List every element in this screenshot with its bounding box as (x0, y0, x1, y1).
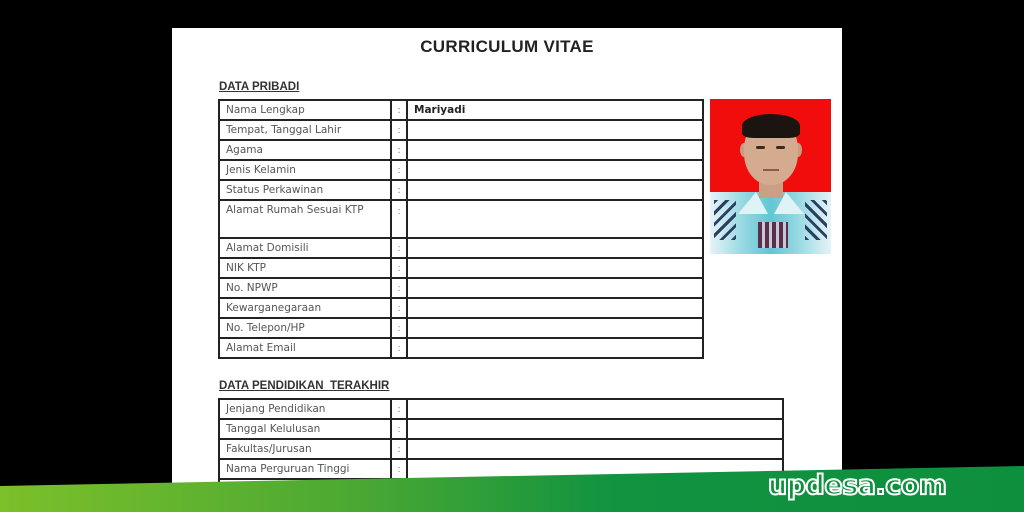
section-heading-personal-data: DATA PRIBADI (219, 81, 300, 93)
row-label: Alamat Email (219, 338, 391, 358)
row-label: Jenjang Pendidikan (219, 399, 391, 419)
row-value[interactable] (407, 200, 703, 238)
row-value[interactable] (407, 298, 703, 318)
table-row (219, 200, 703, 238)
table-row (219, 120, 703, 140)
row-value[interactable] (407, 258, 703, 278)
table-row (219, 399, 783, 419)
row-value-full-name[interactable]: Mariyadi (407, 100, 703, 120)
row-label: Alamat Rumah Sesuai KTP (219, 200, 391, 238)
row-separator: : (391, 459, 407, 479)
row-value[interactable] (407, 160, 703, 180)
personal-data-table (218, 99, 704, 359)
row-value[interactable] (407, 180, 703, 200)
row-value[interactable] (407, 278, 703, 298)
table-row (219, 298, 703, 318)
row-value[interactable] (407, 120, 703, 140)
table-row (219, 238, 703, 258)
row-separator: : (391, 338, 407, 358)
profile-photo (710, 99, 831, 254)
table-row (219, 100, 703, 120)
table-row (219, 140, 703, 160)
row-value[interactable] (407, 419, 783, 439)
row-value[interactable] (407, 238, 703, 258)
row-label: No. Telepon/HP (219, 318, 391, 338)
row-separator: : (391, 160, 407, 180)
row-label: Agama (219, 140, 391, 160)
row-separator: : (391, 140, 407, 160)
table-row (219, 160, 703, 180)
row-value[interactable] (407, 318, 703, 338)
row-label: Jenis Kelamin (219, 160, 391, 180)
row-separator: : (391, 258, 407, 278)
row-label: No. NPWP (219, 278, 391, 298)
table-row (219, 318, 703, 338)
table-row (219, 258, 703, 278)
watermark-logo: updesa.com (768, 470, 947, 501)
row-label: Fakultas/Jurusan (219, 439, 391, 459)
row-label: Tempat, Tanggal Lahir (219, 120, 391, 140)
table-row (219, 419, 783, 439)
row-separator: : (391, 298, 407, 318)
row-separator: : (391, 439, 407, 459)
row-label: Status Perkawinan (219, 180, 391, 200)
document-title: CURRICULUM VITAE (420, 37, 594, 56)
row-separator: : (391, 238, 407, 258)
row-label: NIK KTP (219, 258, 391, 278)
row-value[interactable] (407, 439, 783, 459)
row-label: Tanggal Kelulusan (219, 419, 391, 439)
row-label: Nama Perguruan Tinggi (219, 459, 391, 479)
row-separator: : (391, 399, 407, 419)
cv-document-page (172, 28, 842, 512)
row-separator: : (391, 419, 407, 439)
row-separator: : (391, 278, 407, 298)
row-label: Kewarganegaraan (219, 298, 391, 318)
section-heading-education: DATA PENDIDIKAN TERAKHIR (219, 380, 390, 392)
row-separator: : (391, 120, 407, 140)
table-row (219, 338, 703, 358)
row-label: Alamat Domisili (219, 238, 391, 258)
row-value[interactable] (407, 399, 783, 419)
row-label: Nama Lengkap (219, 100, 391, 120)
row-separator: : (391, 100, 407, 120)
table-row (219, 278, 703, 298)
row-value[interactable] (407, 338, 703, 358)
row-separator: : (391, 200, 407, 238)
row-value[interactable] (407, 140, 703, 160)
table-row (219, 439, 783, 459)
row-separator: : (391, 180, 407, 200)
row-separator: : (391, 318, 407, 338)
table-row (219, 180, 703, 200)
